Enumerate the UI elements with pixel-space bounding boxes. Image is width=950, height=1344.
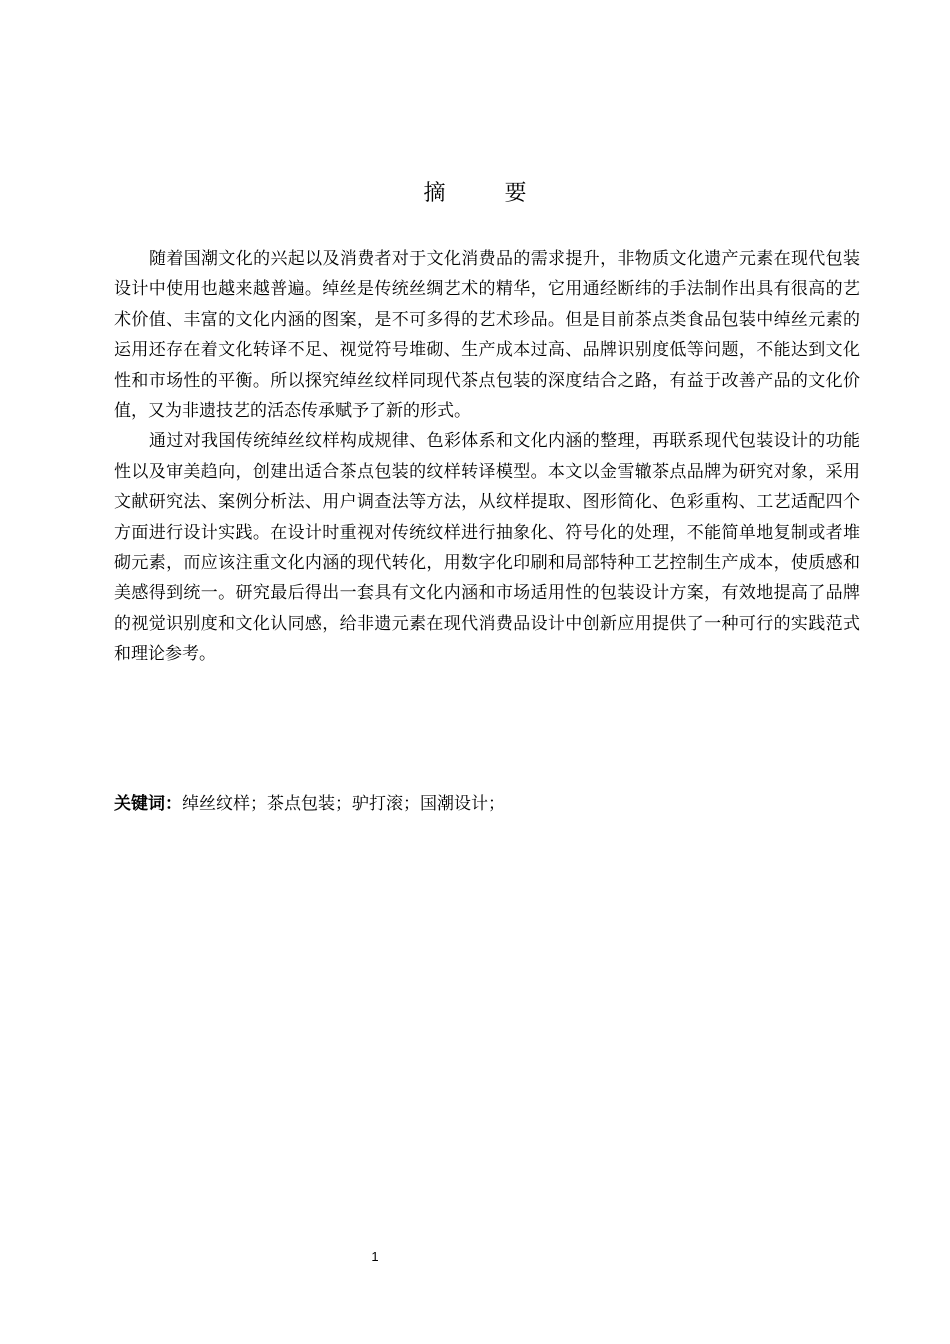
abstract-paragraph-1: 随着国潮文化的兴起以及消费者对于文化消费品的需求提升，非物质文化遗产元素在现代包装设计中使用也越来越普遍。绰丝是传统丝绸艺术的精华，它用通经断纬的手法制作出具有很高的艺术价值、丰富的文化内涵的图案，是不可多得的艺术珍品。但是目前茶点类食品包装中绰丝元素的运用还存在着文化转译不足、视觉符号堆砌、生产成本过高、品牌识别度低等问题，不能达到文化性和市场性的平衡。所以探究绰丝纹样同现代茶点包装的深度结合之路，有益于改善产品的文化价值，又为非遗技艺的活态传承赋予了新的形式。 [114, 249, 860, 422]
page-title: 摘 要 [423, 181, 553, 206]
keywords-label: 关键词： [114, 794, 182, 814]
keywords-text: 绰丝纹样；茶点包装；驴打滚；国潮设计； [182, 794, 505, 814]
page-number: 1 [371, 1249, 379, 1264]
keywords-line [114, 790, 860, 818]
abstract-body [114, 244, 860, 670]
abstract-paragraph-2: 通过对我国传统绰丝纹样构成规律、色彩体系和文化内涵的整理，再联系现代包装设计的功能性以及审美趋向，创建出适合茶点包装的纹样转译模型。本文以金雪辙茶点品牌为研究对象，采用文献研究法、案例分析法、用户调查法等方法，从纹样提取、图形简化、色彩重构、工艺适配四个方面进行设计实践。在设计时重视对传统纹样进行抽象化、符号化的处理，不能简单地复制或者堆砌元素，而应该注重文化内涵的现代转化，用数字化印刷和局部特种工艺控制生产成本，使质感和美感得到统一。研究最后得出一套具有文化内涵和市场适用性的包装设计方案，有效地提高了品牌的视觉识别度和文化认同感，给非遗元素在现代消费品设计中创新应用提供了一种可行的实践范式和理论参考。 [114, 431, 860, 665]
